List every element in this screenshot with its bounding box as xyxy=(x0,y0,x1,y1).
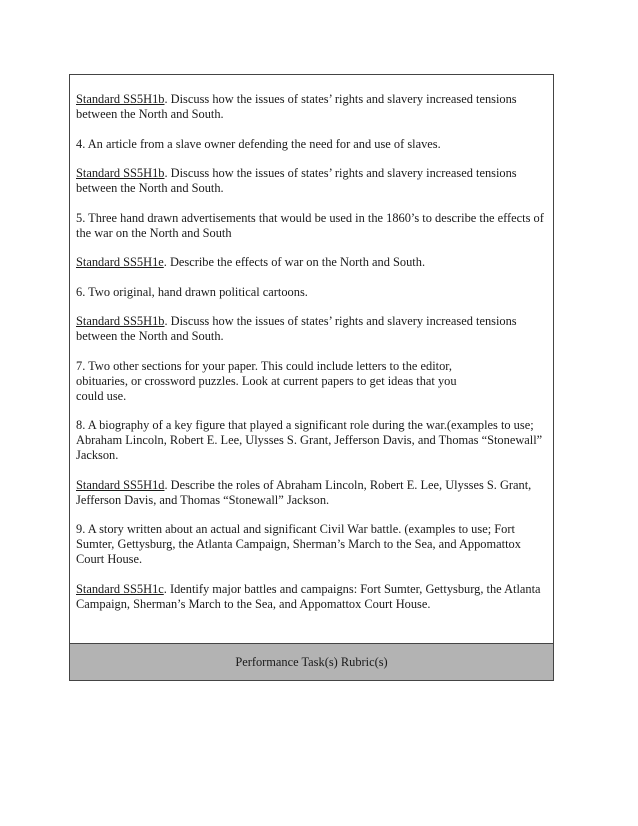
standard-text: . Describe the roles of Abraham Lincoln, Robert E. Lee, Ulysses S. Grant, Jefferson Davis, and Thomas “Stonewall” Jackson. xyxy=(76,477,532,507)
standard-paragraph xyxy=(76,314,547,344)
standard-paragraph xyxy=(76,92,547,122)
standard-code: Standard SS5H1e xyxy=(76,255,164,269)
standard-code: Standard SS5H1b xyxy=(76,92,165,106)
standard-text: . Discuss how the issues of states’ rights and slavery increased tensions between the North and South. xyxy=(76,92,517,121)
standard-paragraph xyxy=(76,166,547,196)
task-item-8 xyxy=(76,418,547,463)
task-text: 5. Three hand drawn advertisements that would be used in the 1860’s to describe the effects of the war on the North and South xyxy=(76,210,544,240)
standard-code: Standard SS5H1c xyxy=(76,581,164,596)
standard-code: Standard SS5H1d xyxy=(76,477,165,492)
standard-code: Standard SS5H1b xyxy=(76,314,165,328)
task-text: 9. A story written about an actual and significant Civil War battle. (examples to use; Fort Sumter, Gettysburg, the Atlanta Campaign, Sherman’s March to the Sea, and Appomattox Court House. xyxy=(76,522,521,566)
task-item-9 xyxy=(76,522,547,567)
standard-text: . Identify major battles and campaigns: Fort Sumter, Gettysburg, the Atlanta Campaign, Sherman’s March to the Sea, and Appomattox Court House. xyxy=(76,581,541,611)
table-frame xyxy=(69,74,554,681)
standard-paragraph xyxy=(76,478,547,508)
standard-text: . Discuss how the issues of states’ rights and slavery increased tensions between the North and South. xyxy=(76,314,517,343)
standard-text: . Describe the effects of war on the North and South. xyxy=(163,255,426,269)
task-item-7 xyxy=(76,359,547,404)
task-text: 7. Two other sections for your paper. This could include letters to the editor, obituaries, or crossword puzzles. Look at current papers to get ideas that you could use. xyxy=(76,358,457,403)
task-item-4 xyxy=(76,137,547,152)
task-text: 6. Two original, hand drawn political cartoons. xyxy=(76,284,308,299)
standard-text: . Discuss how the issues of states’ rights and slavery increased tensions between the North and South. xyxy=(76,166,517,195)
standard-code: Standard SS5H1b xyxy=(76,166,165,180)
task-text: 8. A biography of a key figure that played a significant role during the war.(examples to use; Abraham Lincoln, Robert E. Lee, Ulysses S. Grant, Jefferson Davis, and Thomas “Stonewall” Jackson. xyxy=(76,418,543,462)
standard-paragraph xyxy=(76,582,547,612)
content-cell xyxy=(70,75,553,644)
rubric-header-label: Performance Task(s) Rubric(s) xyxy=(235,654,388,669)
rubric-header-cell xyxy=(70,644,553,680)
standard-paragraph xyxy=(76,255,547,270)
task-item-6 xyxy=(76,285,547,300)
task-text: 4. An article from a slave owner defending the need for and use of slaves. xyxy=(76,136,441,151)
task-item-5 xyxy=(76,211,547,241)
